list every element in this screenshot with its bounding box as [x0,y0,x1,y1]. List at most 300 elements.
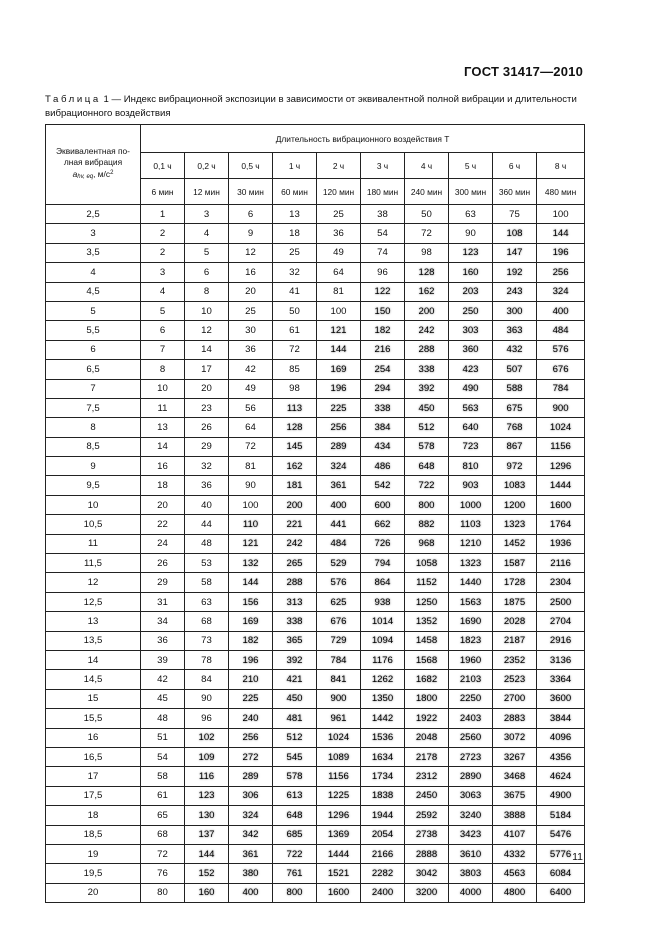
exposure-index-cell: 12 [229,243,273,262]
exposure-index-cell: 56 [229,398,273,417]
exposure-index-cell: 2560 [449,728,493,747]
exposure-index-cell: 6 [185,263,229,282]
exposure-index-cell: 200 [405,301,449,320]
exposure-index-cell: 2400 [361,883,405,902]
exposure-index-cell: 102 [185,728,229,747]
exposure-index-cell: 64 [317,263,361,282]
exposure-index-cell: 685 [273,825,317,844]
exposure-index-cell: 1225 [317,786,361,805]
exposure-index-cell: 306 [229,786,273,805]
table-row [46,631,585,650]
exposure-index-cell: 84 [185,670,229,689]
exposure-index-cell: 1444 [317,844,361,863]
exposure-index-cell: 54 [361,224,405,243]
exposure-index-cell: 723 [449,437,493,456]
exposure-index-cell: 4 [141,282,185,301]
exposure-index-cell: 61 [273,321,317,340]
exposure-index-cell: 1568 [405,650,449,669]
exposure-index-cell: 729 [317,631,361,650]
table-row [46,786,585,805]
exposure-index-cell: 676 [537,360,585,379]
exposure-index-cell: 864 [361,573,405,592]
vibration-value-cell: 19,5 [46,864,141,883]
exposure-index-cell: 722 [405,476,449,495]
exposure-index-cell: 10 [141,379,185,398]
exposure-index-cell: 2178 [405,747,449,766]
exposure-index-cell: 900 [537,398,585,417]
table-row [46,340,585,359]
table-row [46,437,585,456]
row-header-cell [46,125,141,205]
exposure-index-cell: 90 [229,476,273,495]
exposure-index-cell: 108 [493,224,537,243]
exposure-index-cell: 361 [317,476,361,495]
exposure-index-cell: 265 [273,554,317,573]
exposure-index-cell: 160 [185,883,229,902]
exposure-index-cell: 145 [273,437,317,456]
exposure-index-cell: 53 [185,554,229,573]
exposure-index-cell: 1262 [361,670,405,689]
exposure-index-cell: 16 [141,457,185,476]
exposure-index-cell: 18 [273,224,317,243]
vibration-value-cell: 14,5 [46,670,141,689]
exposure-index-cell: 90 [449,224,493,243]
exposure-index-cell: 225 [229,689,273,708]
exposure-index-cell: 14 [141,437,185,456]
exposure-index-cell: 338 [405,360,449,379]
vibration-value-cell: 3 [46,224,141,243]
table-row [46,205,585,224]
exposure-index-cell: 169 [317,360,361,379]
exposure-index-cell: 29 [141,573,185,592]
exposure-index-cell: 48 [185,534,229,553]
table-caption [45,93,585,121]
exposure-index-cell: 938 [361,592,405,611]
exposure-index-cell: 1800 [405,689,449,708]
exposure-index-cell: 2028 [493,612,537,631]
table-row [46,573,585,592]
table-row [46,592,585,611]
table-row [46,767,585,786]
exposure-index-cell: 32 [273,263,317,282]
exposure-index-cell: 300 [493,301,537,320]
exposure-index-cell: 90 [185,689,229,708]
exposure-index-cell: 342 [229,825,273,844]
exposure-index-cell: 81 [229,457,273,476]
exposure-index-cell: 3267 [493,747,537,766]
exposure-index-cell: 182 [229,631,273,650]
exposure-index-cell: 26 [141,554,185,573]
row-header-symbol-sub: hv, eq [77,174,94,180]
vibration-value-cell: 16 [46,728,141,747]
exposure-index-cell: 152 [185,864,229,883]
exposure-index-cell: 545 [273,747,317,766]
exposure-index-cell: 1156 [537,437,585,456]
page-number: 11 [572,851,583,863]
exposure-index-cell: 400 [537,301,585,320]
exposure-index-cell: 800 [273,883,317,902]
exposure-index-cell: 3072 [493,728,537,747]
exposure-index-cell: 9 [229,224,273,243]
table-row [46,263,585,282]
exposure-index-cell: 242 [405,321,449,340]
exposure-index-cell: 512 [405,418,449,437]
exposure-index-cell: 2523 [493,670,537,689]
exposure-index-cell: 481 [273,709,317,728]
exposure-index-cell: 58 [185,573,229,592]
exposure-index-cell: 256 [229,728,273,747]
exposure-index-cell: 31 [141,592,185,611]
exposure-index-cell: 54 [141,747,185,766]
duration-minutes-header: 60 мин [273,179,317,205]
exposure-index-cell: 542 [361,476,405,495]
exposure-index-cell: 36 [317,224,361,243]
exposure-index-cell: 113 [273,398,317,417]
exposure-index-cell: 961 [317,709,361,728]
exposure-index-cell: 64 [229,418,273,437]
exposure-index-cell: 1 [141,205,185,224]
exposure-index-cell: 25 [317,205,361,224]
row-header-line1: Эквивалентная по- [56,146,130,156]
table-row [46,728,585,747]
exposure-index-cell: 380 [229,864,273,883]
vibration-value-cell: 17,5 [46,786,141,805]
exposure-index-cell: 2166 [361,844,405,863]
table-row [46,689,585,708]
exposure-index-cell: 3240 [449,806,493,825]
exposure-index-cell: 2250 [449,689,493,708]
exposure-index-cell: 29 [185,437,229,456]
exposure-index-cell: 243 [493,282,537,301]
table-caption-label: Таблица [45,94,101,105]
exposure-index-cell: 2312 [405,767,449,786]
exposure-index-cell: 39 [141,650,185,669]
exposure-index-cell: 68 [185,612,229,631]
exposure-index-cell: 484 [317,534,361,553]
duration-minutes-header: 180 мин [361,179,405,205]
exposure-index-cell: 100 [229,495,273,514]
exposure-index-cell: 11 [141,398,185,417]
exposure-index-cell: 256 [537,263,585,282]
exposure-index-cell: 363 [493,321,537,340]
exposure-index-cell: 182 [361,321,405,340]
exposure-index-cell: 1089 [317,747,361,766]
exposure-index-cell: 324 [229,806,273,825]
duration-hours-header: 3 ч [361,153,405,179]
exposure-index-cell: 2890 [449,767,493,786]
exposure-index-cell: 2738 [405,825,449,844]
exposure-index-cell: 68 [141,825,185,844]
exposure-index-cell: 3675 [493,786,537,805]
exposure-index-cell: 256 [317,418,361,437]
exposure-index-cell: 2352 [493,650,537,669]
exposure-index-cell: 722 [273,844,317,863]
exposure-index-cell: 1960 [449,650,493,669]
exposure-index-cell: 4800 [493,883,537,902]
exposure-index-cell: 1024 [317,728,361,747]
exposure-index-cell: 36 [141,631,185,650]
exposure-index-cell: 507 [493,360,537,379]
vibration-value-cell: 19 [46,844,141,863]
exposure-index-cell: 5776 [537,844,585,863]
exposure-index-cell: 563 [449,398,493,417]
exposure-index-cell: 74 [361,243,405,262]
vibration-value-cell: 3,5 [46,243,141,262]
exposure-index-cell: 128 [405,263,449,282]
exposure-index-cell: 203 [449,282,493,301]
exposure-index-cell: 1000 [449,495,493,514]
exposure-index-cell: 5 [185,243,229,262]
exposure-index-cell: 63 [185,592,229,611]
duration-minutes-header: 360 мин [493,179,537,205]
exposure-index-cell: 14 [185,340,229,359]
table-row [46,612,585,631]
exposure-index-cell: 794 [361,554,405,573]
exposure-index-cell: 2450 [405,786,449,805]
exposure-index-cell: 392 [405,379,449,398]
exposure-index-cell: 421 [273,670,317,689]
exposure-index-cell: 365 [273,631,317,650]
table-row [46,243,585,262]
exposure-index-cell: 600 [361,495,405,514]
exposure-index-cell: 44 [185,515,229,534]
exposure-index-cell: 128 [273,418,317,437]
exposure-index-cell: 1024 [537,418,585,437]
exposure-index-cell: 1250 [405,592,449,611]
exposure-index-cell: 1823 [449,631,493,650]
row-header-unit: , м/с [93,169,111,179]
exposure-index-cell: 24 [141,534,185,553]
exposure-index-cell: 272 [229,747,273,766]
row-header-unit-sup: 2 [110,170,114,176]
vibration-value-cell: 13 [46,612,141,631]
vibration-value-cell: 6 [46,340,141,359]
exposure-index-cell: 2304 [537,573,585,592]
exposure-index-cell: 400 [229,883,273,902]
exposure-index-cell: 72 [141,844,185,863]
exposure-index-cell: 2116 [537,554,585,573]
exposure-index-cell: 85 [273,360,317,379]
duration-hours-header: 6 ч [493,153,537,179]
table-caption-text: 1 — Индекс вибрационной экспозиции в зависимости от эквивалентной полной вибрации и длительности вибрационного воздействия [45,94,577,119]
exposure-index-cell: 2048 [405,728,449,747]
exposure-index-cell: 972 [493,457,537,476]
exposure-index-cell: 26 [185,418,229,437]
exposure-index-cell: 313 [273,592,317,611]
exposure-index-cell: 98 [273,379,317,398]
table-row [46,806,585,825]
exposure-index-cell: 576 [537,340,585,359]
exposure-index-cell: 1944 [361,806,405,825]
exposure-index-cell: 2916 [537,631,585,650]
vibration-value-cell: 12 [46,573,141,592]
exposure-index-cell: 6400 [537,883,585,902]
exposure-index-cell: 22 [141,515,185,534]
vibration-value-cell: 10 [46,495,141,514]
exposure-index-cell: 2888 [405,844,449,863]
exposure-index-cell: 100 [317,301,361,320]
exposure-index-cell: 578 [273,767,317,786]
exposure-index-cell: 338 [361,398,405,417]
vibration-value-cell: 11,5 [46,554,141,573]
vibration-value-cell: 11 [46,534,141,553]
exposure-index-cell: 1936 [537,534,585,553]
vibration-value-cell: 5 [46,301,141,320]
vibration-value-cell: 20 [46,883,141,902]
exposure-index-cell: 32 [185,457,229,476]
exposure-index-cell: 2704 [537,612,585,631]
exposure-index-cell: 3423 [449,825,493,844]
exposure-index-cell: 73 [185,631,229,650]
exposure-index-cell: 132 [229,554,273,573]
table-row [46,515,585,534]
exposure-index-cell: 484 [537,321,585,340]
vibration-value-cell: 16,5 [46,747,141,766]
exposure-index-cell: 254 [361,360,405,379]
exposure-index-cell: 1152 [405,573,449,592]
exposure-index-cell: 2403 [449,709,493,728]
table-row [46,554,585,573]
duration-minutes-header: 240 мин [405,179,449,205]
exposure-index-cell: 450 [405,398,449,417]
exposure-index-cell: 41 [273,282,317,301]
exposure-index-cell: 50 [273,301,317,320]
exposure-index-cell: 13 [273,205,317,224]
duration-hours-header: 4 ч [405,153,449,179]
exposure-index-cell: 116 [185,767,229,786]
exposure-index-cell: 8 [141,360,185,379]
exposure-index-cell: 20 [229,282,273,301]
exposure-index-cell: 1014 [361,612,405,631]
table-row [46,825,585,844]
exposure-index-cell: 4332 [493,844,537,863]
exposure-index-cell: 303 [449,321,493,340]
exposure-index-cell: 72 [273,340,317,359]
exposure-index-cell: 144 [185,844,229,863]
exposure-index-cell: 49 [229,379,273,398]
exposure-index-cell: 4107 [493,825,537,844]
exposure-index-cell: 48 [141,709,185,728]
exposure-index-cell: 36 [229,340,273,359]
exposure-index-cell: 613 [273,786,317,805]
exposure-index-cell: 16 [229,263,273,282]
exposure-index-cell: 1176 [361,650,405,669]
exposure-index-cell: 75 [493,205,537,224]
table-row [46,650,585,669]
exposure-index-cell: 6084 [537,864,585,883]
exposure-index-cell: 3042 [405,864,449,883]
exposure-index-cell: 242 [273,534,317,553]
exposure-index-cell: 400 [317,495,361,514]
exposure-index-cell: 726 [361,534,405,553]
exposure-index-cell: 1369 [317,825,361,844]
exposure-index-cell: 784 [317,650,361,669]
exposure-index-cell: 123 [449,243,493,262]
vibration-value-cell: 4,5 [46,282,141,301]
table-row [46,282,585,301]
table-row [46,398,585,417]
exposure-index-cell: 109 [185,747,229,766]
duration-hours-header: 2 ч [317,153,361,179]
exposure-index-cell: 1521 [317,864,361,883]
exposure-index-cell: 250 [449,301,493,320]
exposure-index-cell: 20 [185,379,229,398]
exposure-index-cell: 4900 [537,786,585,805]
exposure-index-cell: 45 [141,689,185,708]
exposure-index-cell: 150 [361,301,405,320]
exposure-index-cell: 841 [317,670,361,689]
exposure-index-cell: 578 [405,437,449,456]
exposure-index-cell: 392 [273,650,317,669]
exposure-index-cell: 2 [141,224,185,243]
exposure-index-cell: 181 [273,476,317,495]
table-row [46,709,585,728]
exposure-index-cell: 2054 [361,825,405,844]
exposure-index-cell: 96 [185,709,229,728]
exposure-index-cell: 130 [185,806,229,825]
vibration-value-cell: 13,5 [46,631,141,650]
exposure-index-cell: 1600 [537,495,585,514]
exposure-index-cell: 25 [229,301,273,320]
table-row [46,457,585,476]
exposure-index-cell: 1634 [361,747,405,766]
exposure-index-cell: 2723 [449,747,493,766]
exposure-index-cell: 512 [273,728,317,747]
exposure-index-cell: 432 [493,340,537,359]
row-header-symbol: a [72,169,78,179]
exposure-index-cell: 648 [405,457,449,476]
exposure-index-cell: 121 [229,534,273,553]
exposure-index-cell: 4 [185,224,229,243]
table-row [46,418,585,437]
row-header-line2: лная вибрация [63,157,123,167]
exposure-index-cell: 1875 [493,592,537,611]
exposure-index-cell: 3803 [449,864,493,883]
exposure-index-cell: 100 [537,205,585,224]
exposure-index-cell: 4563 [493,864,537,883]
exposure-index-cell: 61 [141,786,185,805]
exposure-index-cell: 588 [493,379,537,398]
exposure-index-cell: 240 [229,709,273,728]
exposure-index-cell: 2187 [493,631,537,650]
exposure-index-cell: 72 [229,437,273,456]
exposure-index-cell: 162 [405,282,449,301]
exposure-index-cell: 289 [229,767,273,786]
exposure-index-cell: 2500 [537,592,585,611]
exposure-index-cell: 2 [141,243,185,262]
exposure-index-cell: 65 [141,806,185,825]
exposure-index-cell: 1838 [361,786,405,805]
exposure-index-cell: 192 [493,263,537,282]
table-row [46,476,585,495]
table-row [46,883,585,902]
exposure-index-cell: 1350 [361,689,405,708]
exposure-index-cell: 441 [317,515,361,534]
exposure-index-cell: 1440 [449,573,493,592]
exposure-index-cell: 810 [449,457,493,476]
duration-hours-header: 0,1 ч [141,153,185,179]
exposure-index-cell: 30 [229,321,273,340]
vibration-value-cell: 5,5 [46,321,141,340]
exposure-index-cell: 4096 [537,728,585,747]
exposure-index-cell: 196 [537,243,585,262]
exposure-index-cell: 210 [229,670,273,689]
exposure-index-cell: 4356 [537,747,585,766]
exposure-index-cell: 529 [317,554,361,573]
exposure-index-cell: 12 [185,321,229,340]
duration-hours-header: 5 ч [449,153,493,179]
vibration-value-cell: 18,5 [46,825,141,844]
